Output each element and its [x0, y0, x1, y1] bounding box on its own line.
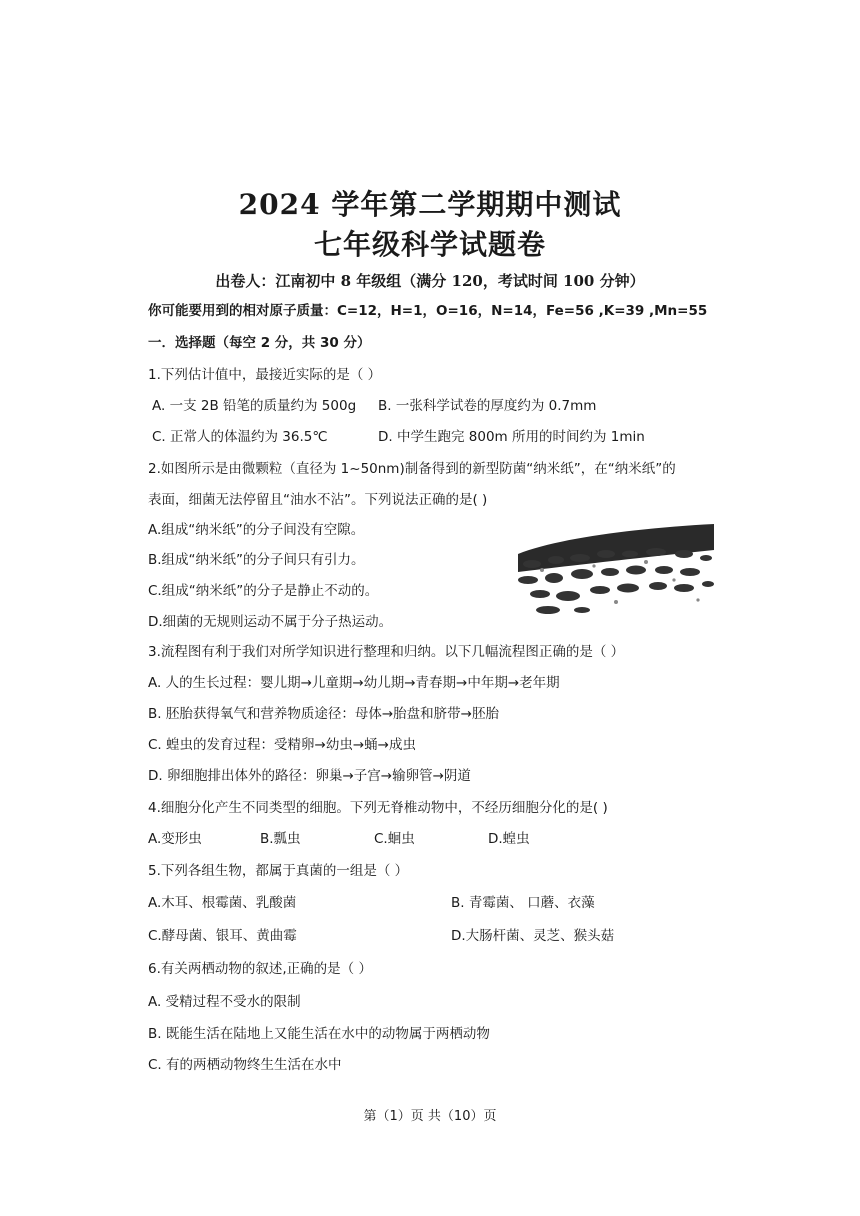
- atomic-mass-line: 你可能要用到的相对原子质量：C=12，H=1，O=16，N=14，Fe=56 ,K=39 ,Mn=55: [148, 303, 708, 319]
- question-2-option-c: C.组成“纳米纸”的分子是静止不动的。: [148, 583, 379, 599]
- question-4-stem: 4.细胞分化产生不同类型的细胞。下列无脊椎动物中，不经历细胞分化的是( ): [148, 800, 608, 816]
- question-1-option-a: A. 一支 2B 铅笔的质量约为 500g: [152, 398, 357, 414]
- question-3-stem: 3.流程图有利于我们对所学知识进行整理和归纳。以下几幅流程图正确的是（ ）: [148, 644, 625, 660]
- question-4-option-b: B.瓢虫: [260, 831, 301, 847]
- question-5-option-b: B. 青霉菌、 口蘑、衣藻: [451, 895, 595, 911]
- question-2-stem-line1: 2.如图所示是由微颗粒（直径为 1~50nm)制备得到的新型防菌“纳米纸”，在“纳米纸”的: [148, 461, 676, 477]
- question-1-option-b: B. 一张科学试卷的厚度约为 0.7mm: [378, 398, 597, 414]
- section-heading: 一．选择题（每空 2 分，共 30 分）: [148, 335, 371, 351]
- question-6-option-c: C. 有的两栖动物终生生活在水中: [148, 1057, 342, 1073]
- question-2-stem-line2: 表面，细菌无法停留且“油水不沾”。下列说法正确的是( ): [148, 492, 488, 508]
- question-5-option-d: D.大肠杆菌、灵芝、猴头菇: [451, 928, 615, 944]
- question-4-option-d: D.蝗虫: [488, 831, 530, 847]
- question-4-option-c: C.蛔虫: [374, 831, 415, 847]
- exam-title: 2024 学年第二学期期中测试: [238, 188, 622, 221]
- question-3-option-a: A. 人的生长过程：婴儿期→儿童期→幼儿期→青春期→中年期→老年期: [148, 675, 560, 691]
- question-3-option-c: C. 蝗虫的发育过程：受精卵→幼虫→蛹→成虫: [148, 737, 416, 753]
- question-6-stem: 6.有关两栖动物的叙述,正确的是（ ）: [148, 961, 372, 977]
- question-2-option-a: A.组成“纳米纸”的分子间没有空隙。: [148, 522, 365, 538]
- question-1-option-d: D. 中学生跑完 800m 所用的时间约为 1min: [378, 429, 645, 445]
- question-2-option-d: D.细菌的无规则运动不属于分子热运动。: [148, 614, 393, 630]
- page-footer: 第（1）页 共（10）页: [363, 1109, 497, 1124]
- question-3-option-b: B. 胚胎获得氧气和营养物质途径：母体→胎盘和脐带→胚胎: [148, 706, 499, 722]
- question-1-option-c: C. 正常人的体温约为 36.5℃: [152, 429, 328, 445]
- question-5-option-c: C.酵母菌、银耳、黄曲霉: [148, 928, 297, 944]
- question-6-option-a: A. 受精过程不受水的限制: [148, 994, 301, 1010]
- nano-paper-figure: [518, 524, 714, 616]
- question-3-option-d: D. 卵细胞排出体外的路径：卵巢→子宫→输卵管→阴道: [148, 768, 471, 784]
- question-1-stem: 1.下列估计值中，最接近实际的是（ ）: [148, 367, 382, 383]
- question-2-option-b: B.组成“纳米纸”的分子间只有引力。: [148, 552, 365, 568]
- question-6-option-b: B. 既能生活在陆地上又能生活在水中的动物属于两栖动物: [148, 1026, 490, 1042]
- question-5-stem: 5.下列各组生物，都属于真菌的一组是（ ）: [148, 863, 409, 879]
- author-line: 出卷人：江南初中 8 年级组（满分 120，考试时间 100 分钟）: [215, 272, 645, 290]
- question-4-option-a: A.变形虫: [148, 831, 202, 847]
- question-5-option-a: A.木耳、根霉菌、乳酸菌: [148, 895, 297, 911]
- exam-subtitle: 七年级科学试题卷: [313, 228, 546, 261]
